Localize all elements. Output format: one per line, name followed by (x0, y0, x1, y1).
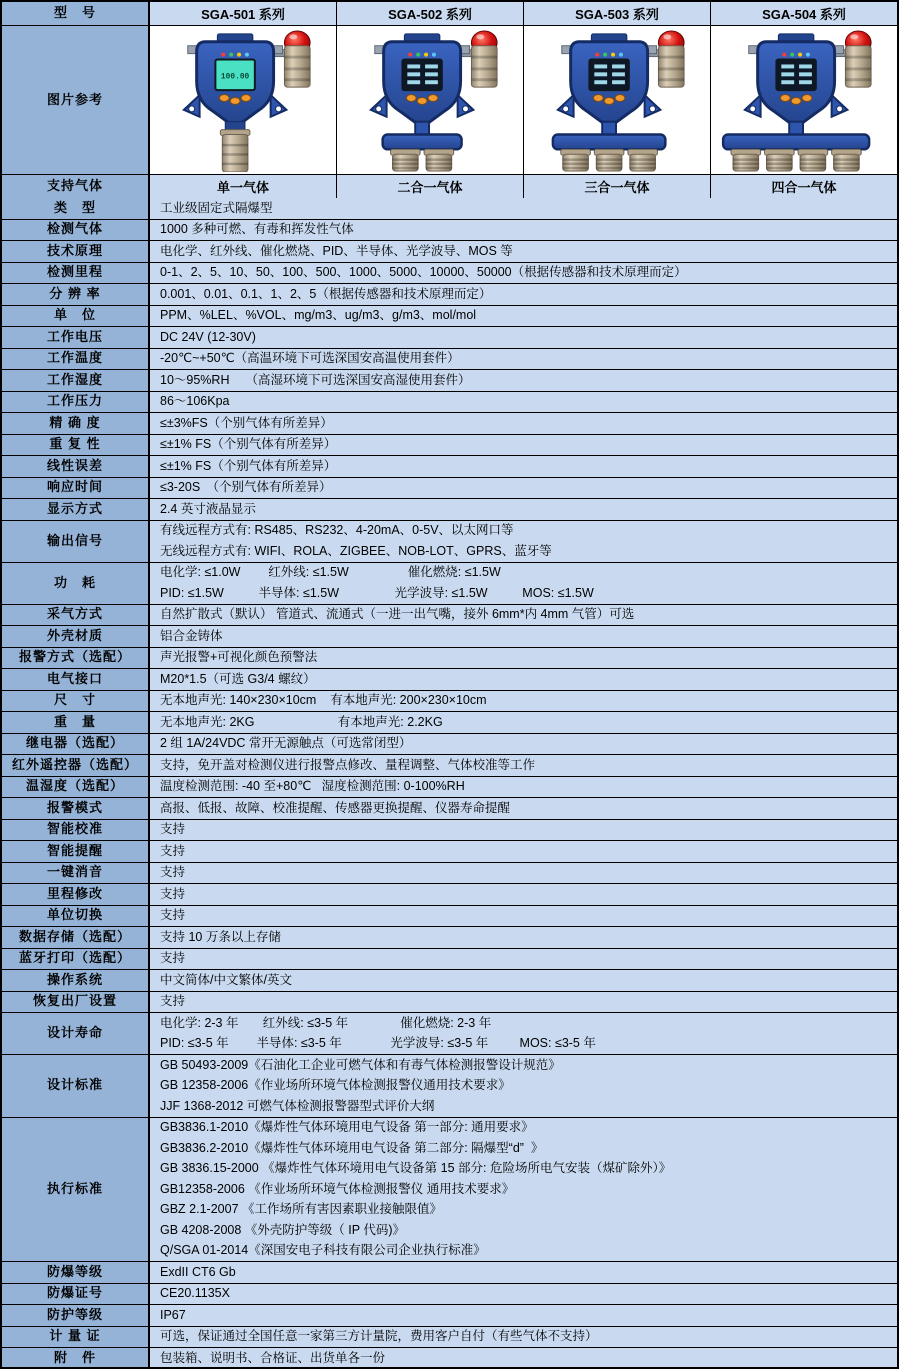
spec-row-value (150, 306, 897, 327)
gas-count-triple: 三合一气体 (523, 175, 710, 198)
spec-value-line: ≤±1% FS（个别气体有所差异） (160, 458, 337, 473)
svg-text:100.00: 100.00 (220, 72, 249, 82)
spec-value-line: PID: ≤1.5W 半导体: ≤1.5W 光学波导: ≤1.5W MOS: ≤1.5W (160, 585, 594, 600)
spec-value-line: 温度检测范围: -40 至+80℃ 湿度检测范围: 0-100%RH (160, 779, 465, 794)
spec-row-25 (2, 776, 897, 798)
spec-value-line: 铝合金铸体 (160, 628, 223, 643)
spec-value-line: 工业级固定式隔爆型 (160, 200, 273, 215)
spec-row-label: 设计标准 (2, 1055, 150, 1117)
spec-row-value (150, 734, 897, 755)
spec-row-value (150, 669, 897, 690)
spec-row-label: 检测气体 (2, 220, 150, 241)
spec-row-value (150, 284, 897, 305)
spec-value-line: GBZ 2.1-2007 《工作场所有害因素职业接触限值》 (160, 1202, 442, 1217)
spec-row-value (150, 521, 897, 562)
spec-row-24 (2, 754, 897, 776)
spec-row-label: 单 位 (2, 306, 150, 327)
spec-row-value (150, 370, 897, 391)
spec-value-line: 声光报警+可视化颜色预警法 (160, 650, 318, 665)
spec-row-value (150, 392, 897, 413)
spec-row-value (150, 777, 897, 798)
spec-row-22 (2, 711, 897, 733)
spec-row-value (150, 820, 897, 841)
spec-row-value (150, 841, 897, 862)
spec-row-37 (2, 1054, 897, 1117)
spec-row-value (150, 712, 897, 733)
spec-value-line: 无本地声光: 140×230×10cm 有本地声光: 200×230×10cm (160, 693, 487, 708)
spec-row-label: 工作温度 (2, 349, 150, 370)
spec-value-line: 无线远程方式有: WIFI、ROLA、ZIGBEE、NOB-LOT、GPRS、蓝牙等 (160, 543, 552, 558)
spec-value-line: 无本地声光: 2KG 有本地声光: 2.2KG (160, 714, 443, 729)
spec-value-line: 自然扩散式（默认） 管道式、流通式（一进一出气嘴，接外 6mm*内 4mm 气管）可选 (160, 607, 635, 622)
spec-value-line: 包装箱、说明书、合格证、出货单各一份 (160, 1350, 386, 1365)
spec-row-label: 线性误差 (2, 456, 150, 477)
header-model-sga502: SGA-502 系列 (336, 2, 523, 25)
supported-gas-row (2, 174, 897, 198)
spec-row-label: 防爆等级 (2, 1262, 150, 1283)
spec-value-line: 支持，免开盖对检测仪进行报警点修改、量程调整、气体校准等工作 (160, 757, 536, 772)
spec-row-value (150, 927, 897, 948)
spec-row-value (150, 1013, 897, 1054)
spec-row-1 (2, 219, 897, 241)
spec-value-line: 中文简体/中文繁体/英文 (160, 972, 292, 987)
spec-row-value (150, 1305, 897, 1326)
spec-value-line: IP67 (160, 1307, 186, 1322)
gas-detector-illustration (714, 26, 895, 172)
spec-row-label: 数据存储（选配） (2, 927, 150, 948)
spec-row-value (150, 563, 897, 604)
spec-row-label: 检测里程 (2, 263, 150, 284)
spec-row-29 (2, 862, 897, 884)
spec-value-line: 1000 多种可燃、有毒和挥发性气体 (160, 222, 354, 237)
spec-row-value (150, 798, 897, 819)
spec-value-line: M20*1.5（可选 G3/4 螺纹） (160, 671, 316, 686)
spec-row-32 (2, 926, 897, 948)
image-row-label: 图片参考 (2, 26, 150, 174)
header-model-sga501: SGA-501 系列 (150, 2, 336, 25)
spec-value-line: GB12358-2006 《作业场所环境气体检测报警仪 通用技术要求》 (160, 1181, 515, 1196)
spec-row-39 (2, 1261, 897, 1283)
spec-value-line: GB 3836.15-2000 《爆炸性气体环境用电气设备第 15 部分: 危险场所电气安装（煤矿除外）》 (160, 1161, 672, 1176)
spec-row-label: 响应时间 (2, 478, 150, 499)
spec-value-line: ExdII CT6 Gb (160, 1264, 236, 1279)
spec-row-label: 工作电压 (2, 327, 150, 348)
spec-row-value (150, 992, 897, 1013)
spec-value-line: ≤±1% FS（个别气体有所差异） (160, 437, 337, 452)
spec-row-label: 单位切换 (2, 906, 150, 927)
spec-value-line: 10～95%RH （高湿环境下可选深国安高湿使用套件） (160, 372, 471, 387)
spec-row-label: 防爆证号 (2, 1284, 150, 1305)
spec-value-line: GB 50493-2009《石油化工企业可燃气体和有毒气体检测报警设计规范》 (160, 1057, 561, 1072)
spec-row-label: 重 量 (2, 712, 150, 733)
spec-row-label: 智能提醒 (2, 841, 150, 862)
spec-row-label: 类 型 (2, 198, 150, 219)
spec-row-5 (2, 305, 897, 327)
spec-row-13 (2, 477, 897, 499)
spec-row-value (150, 1118, 897, 1262)
spec-row-value (150, 241, 897, 262)
spec-value-line: 支持 (160, 822, 186, 837)
gas-count-quad: 四合一气体 (710, 175, 897, 198)
spec-value-line: 支持 (160, 865, 186, 880)
device-image-cell-sga504 (710, 26, 897, 174)
spec-value-line: 支持 (160, 994, 186, 1009)
gas-detector-illustration (153, 26, 334, 172)
header-model-sga504: SGA-504 系列 (710, 2, 897, 25)
spec-row-7 (2, 348, 897, 370)
spec-row-value (150, 648, 897, 669)
spec-row-value (150, 884, 897, 905)
spec-row-38 (2, 1117, 897, 1262)
spec-row-label: 附 件 (2, 1348, 150, 1369)
spec-row-6 (2, 326, 897, 348)
spec-row-value (150, 413, 897, 434)
spec-value-line: DC 24V (12-30V) (160, 329, 256, 344)
spec-value-line: CE20.1135X (160, 1286, 230, 1301)
gas-detector-illustration (340, 26, 521, 172)
spec-row-label: 重 复 性 (2, 435, 150, 456)
spec-value-line: 0.001、0.01、0.1、1、2、5（根据传感器和技术原理而定） (160, 286, 492, 301)
spec-row-31 (2, 905, 897, 927)
spec-row-label: 里程修改 (2, 884, 150, 905)
spec-row-11 (2, 434, 897, 456)
spec-value-line: Q/SGA 01-2014《深国安电子科技有限公司企业执行标准》 (160, 1243, 486, 1258)
spec-row-value (150, 456, 897, 477)
spec-row-value (150, 1348, 897, 1369)
spec-row-value (150, 349, 897, 370)
spec-row-value (150, 220, 897, 241)
spec-row-label: 防护等级 (2, 1305, 150, 1326)
spec-row-value (150, 949, 897, 970)
device-image-cell-sga501 (150, 26, 336, 174)
spec-value-line: 可选，保证通过全国任意一家第三方计量院，费用客户自付（有些气体不支持） (160, 1329, 598, 1344)
spec-row-label: 精 确 度 (2, 413, 150, 434)
spec-row-value (150, 263, 897, 284)
spec-row-label: 红外遥控器（选配） (2, 755, 150, 776)
spec-row-value (150, 906, 897, 927)
spec-row-value (150, 863, 897, 884)
spec-row-label: 功 耗 (2, 563, 150, 604)
spec-row-33 (2, 948, 897, 970)
spec-row-20 (2, 668, 897, 690)
spec-row-label: 操作系统 (2, 970, 150, 991)
gas-count-single: 单一气体 (150, 175, 336, 198)
spec-value-line: 2.4 英寸液晶显示 (160, 501, 256, 516)
spec-row-14 (2, 498, 897, 520)
spec-row-27 (2, 819, 897, 841)
spec-row-label: 技术原理 (2, 241, 150, 262)
spec-value-line: GB3836.2-2010《爆炸性气体环境用电气设备 第二部分: 隔爆型“d” 》 (160, 1140, 544, 1155)
spec-value-line: 高报、低报、故障、校准提醒、传感器更换提醒、仪器寿命提醒 (160, 800, 511, 815)
spec-row-label: 计 量 证 (2, 1327, 150, 1348)
spec-row-10 (2, 412, 897, 434)
device-image-cell-sga502 (336, 26, 523, 174)
spec-row-40 (2, 1283, 897, 1305)
spec-value-line: 2 组 1A/24VDC 常开无源触点（可选常闭型） (160, 736, 412, 751)
spec-row-26 (2, 797, 897, 819)
spec-row-label: 工作湿度 (2, 370, 150, 391)
spec-row-12 (2, 455, 897, 477)
spec-row-label: 报警方式（选配） (2, 648, 150, 669)
gas-row-label: 支持气体 (2, 175, 150, 198)
spec-row-value (150, 1327, 897, 1348)
spec-row-label: 采气方式 (2, 605, 150, 626)
spec-row-8 (2, 369, 897, 391)
spec-row-label: 外壳材质 (2, 626, 150, 647)
device-image-cell-sga503 (523, 26, 710, 174)
spec-value-line: 有线远程方式有: RS485、RS232、4-20mA、0-5V、以太网口等 (160, 523, 514, 538)
spec-value-line: 支持 (160, 908, 186, 923)
spec-row-label: 电气接口 (2, 669, 150, 690)
spec-row-17 (2, 604, 897, 626)
spec-value-line: 支持 (160, 843, 186, 858)
gas-detector-illustration (527, 26, 708, 172)
spec-value-line: 电化学: ≤1.0W 红外线: ≤1.5W 催化燃烧: ≤1.5W (160, 565, 501, 580)
spec-row-label: 输出信号 (2, 521, 150, 562)
spec-row-4 (2, 283, 897, 305)
spec-row-9 (2, 391, 897, 413)
spec-row-28 (2, 840, 897, 862)
spec-row-2 (2, 240, 897, 262)
spec-row-3 (2, 262, 897, 284)
spec-row-value (150, 626, 897, 647)
spec-value-line: 支持 (160, 886, 186, 901)
spec-row-label: 继电器（选配） (2, 734, 150, 755)
spec-row-label: 恢复出厂设置 (2, 992, 150, 1013)
spec-row-value (150, 435, 897, 456)
spec-value-line: GB 4208-2008 《外壳防护等级（ IP 代码)》 (160, 1222, 405, 1237)
spec-rows-container (2, 198, 897, 1369)
spec-value-line: -20℃~+50℃（高温环境下可选深国安高温使用套件） (160, 351, 460, 366)
spec-value-line: ≤±3%FS（个别气体有所差异） (160, 415, 333, 430)
spec-row-value (150, 478, 897, 499)
spec-row-0 (2, 198, 897, 219)
header-model-label: 型 号 (2, 2, 150, 25)
spec-row-19 (2, 647, 897, 669)
spec-value-line: JJF 1368-2012 可燃气体检测报警器型式评价大纲 (160, 1098, 435, 1113)
spec-row-42 (2, 1326, 897, 1348)
spec-value-line: 支持 10 万条以上存储 (160, 929, 281, 944)
spec-value-line: 0-1、2、5、10、50、100、500、1000、5000、10000、50000（根据传感器和技术原理而定） (160, 265, 687, 280)
spec-row-value (150, 499, 897, 520)
spec-row-value (150, 198, 897, 219)
spec-row-36 (2, 1012, 897, 1054)
image-reference-row (2, 25, 897, 174)
spec-row-15 (2, 520, 897, 562)
spec-row-label: 尺 寸 (2, 691, 150, 712)
spec-row-value (150, 1055, 897, 1117)
header-model-sga503: SGA-503 系列 (523, 2, 710, 25)
spec-row-value (150, 755, 897, 776)
spec-row-35 (2, 991, 897, 1013)
spec-row-41 (2, 1304, 897, 1326)
spec-row-value (150, 1262, 897, 1283)
spec-value-line: ≤3-20S （个别气体有所差异） (160, 480, 332, 495)
spec-value-line: 电化学: 2-3 年 红外线: ≤3-5 年 催化燃烧: 2-3 年 (160, 1015, 492, 1030)
spec-value-line: PID: ≤3-5 年 半导体: ≤3-5 年 光学波导: ≤3-5 年 MOS: ≤3-5 年 (160, 1036, 596, 1051)
spec-row-label: 显示方式 (2, 499, 150, 520)
gas-count-dual: 二合一气体 (336, 175, 523, 198)
spec-row-value (150, 970, 897, 991)
spec-value-line: GB3836.1-2010《爆炸性气体环境用电气设备 第一部分: 通用要求》 (160, 1120, 534, 1135)
spec-value-line: GB 12358-2006《作业场所环境气体检测报警仪通用技术要求》 (160, 1078, 511, 1093)
spec-row-label: 设计寿命 (2, 1013, 150, 1054)
spec-row-label: 分 辨 率 (2, 284, 150, 305)
spec-row-18 (2, 625, 897, 647)
spec-row-23 (2, 733, 897, 755)
spec-value-line: 86～106Kpa (160, 394, 230, 409)
spec-row-value (150, 605, 897, 626)
spec-value-line: 支持 (160, 951, 186, 966)
spec-row-34 (2, 969, 897, 991)
spec-row-value (150, 1284, 897, 1305)
spec-row-label: 工作压力 (2, 392, 150, 413)
spec-row-label: 蓝牙打印（选配） (2, 949, 150, 970)
spec-row-label: 温湿度（选配） (2, 777, 150, 798)
spec-row-43 (2, 1347, 897, 1369)
spec-row-label: 智能校准 (2, 820, 150, 841)
spec-row-label: 报警模式 (2, 798, 150, 819)
spec-row-30 (2, 883, 897, 905)
spec-value-line: PPM、%LEL、%VOL、mg/m3、ug/m3、g/m3、mol/mol (160, 308, 477, 323)
spec-row-label: 执行标准 (2, 1118, 150, 1262)
spec-row-value (150, 691, 897, 712)
spec-row-16 (2, 562, 897, 604)
spec-value-line: 电化学、红外线、催化燃烧、PID、半导体、光学波导、MOS 等 (160, 243, 513, 258)
table-header-row (2, 2, 897, 25)
spec-row-value (150, 327, 897, 348)
spec-row-label: 一键消音 (2, 863, 150, 884)
spec-row-21 (2, 690, 897, 712)
